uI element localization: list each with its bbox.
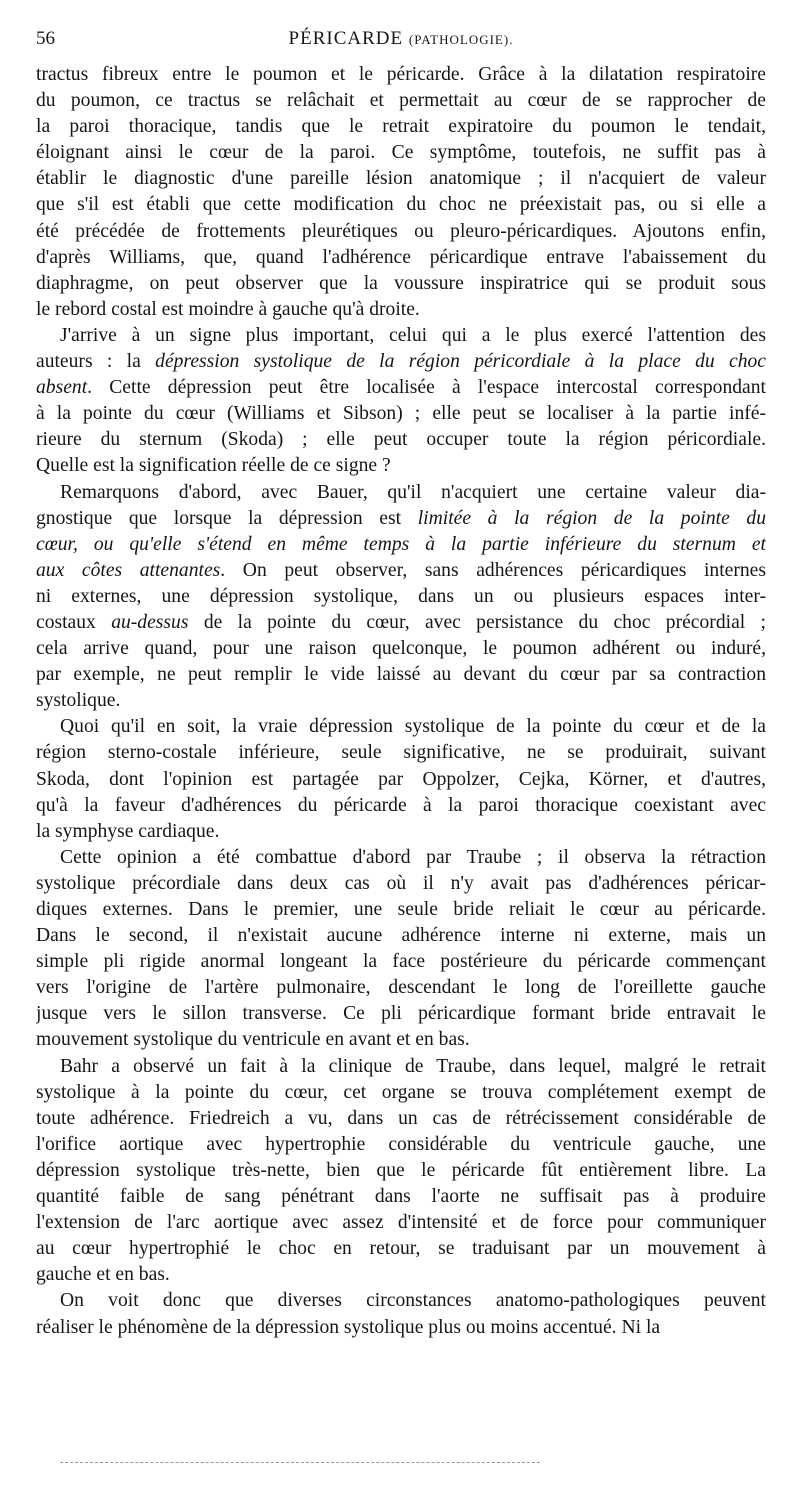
text-line (36, 245, 766, 271)
text-segment: dépression systolique très-nette, bien que le péricarde fût entièrement libre. La (36, 1159, 766, 1181)
paragraph (36, 714, 766, 844)
text-line (36, 532, 766, 558)
body-text (36, 62, 766, 1341)
text-segment: systolique à la pointe du cœur, cet organe se trouva complétement exempt de (36, 1081, 766, 1103)
text-line (36, 949, 766, 975)
text-segment: Quoi qu'il en soit, la vraie dépression systolique de la pointe du cœur et de la (60, 716, 766, 738)
text-line (36, 740, 766, 766)
footer-rule (60, 1462, 540, 1463)
text-segment: Remarquons d'abord, avec Bauer, qu'il n'acquiert une certaine valeur dia- (60, 481, 766, 503)
text-line (36, 401, 766, 427)
text-line (36, 1236, 766, 1262)
text-segment: établir le diagnostic d'une pareille lésion anatomique ; il n'acquiert de valeur (36, 168, 766, 190)
text-line (36, 192, 766, 218)
text-segment: gnostique que lorsque la dépression est (36, 507, 418, 529)
text-line (36, 584, 766, 610)
paragraph (36, 1288, 766, 1340)
paragraph (36, 62, 766, 323)
text-line (36, 427, 766, 453)
paragraph (36, 480, 766, 715)
text-line (36, 1027, 766, 1053)
text-segment: On voit donc que diverses circonstances anatomo-pathologiques peuvent (60, 1290, 766, 1312)
text-segment: diques externes. Dans le premier, une seule bride reliait le cœur au péricarde. (36, 899, 766, 920)
text-segment: . Cette dépression peut être localisée à l'espace intercostal correspondant (87, 377, 766, 399)
text-line (36, 610, 766, 636)
italic-segment: absent (36, 377, 88, 399)
text-line (36, 62, 766, 88)
text-line (36, 1054, 766, 1080)
italic-segment: limitée à la région de la pointe du (417, 507, 766, 529)
text-segment: réaliser le phénomène de la dépression systolique plus ou moins accentué. Ni la (36, 1316, 661, 1338)
text-segment: que s'il est établi que cette modification du choc ne préexistait pas, ou si elle a (36, 194, 766, 216)
running-title-subtitle: (PATHOLOGIE). (408, 32, 514, 47)
text-segment: de la pointe du cœur, avec persistance du choc précordial ; (188, 611, 766, 633)
text-segment: région sterno-costale inférieure, seule significative, ne se produirait, suivant (36, 742, 766, 764)
text-segment: tractus fibreux entre le poumon et le péricarde. Grâce à la dilatation respiratoire (36, 64, 766, 85)
text-line (36, 1210, 766, 1236)
text-segment: la symphyse cardiaque. (36, 820, 220, 842)
text-line (36, 114, 766, 140)
text-segment: vers l'origine de l'artère pulmonaire, descendant le long de l'oreillette gauche (36, 977, 766, 999)
text-segment: cela arrive quand, pour une raison quelconque, le poumon adhérent ou induré, (36, 638, 766, 660)
text-segment: le rebord costal est moindre à gauche qu'à droite. (36, 298, 420, 320)
paragraph (36, 1054, 766, 1289)
text-line (36, 271, 766, 297)
text-segment: l'extension de l'arc aortique avec assez d'intensité et de force pour communiquer (36, 1212, 766, 1234)
italic-segment: dépression systolique de la région péricordiale à la place du choc (155, 351, 766, 373)
italic-segment: cœur, ou qu'elle s'étend en même temps à la partie inférieure du sternum et (36, 533, 766, 555)
text-segment: auteurs : la (36, 351, 156, 373)
text-line (36, 975, 766, 1001)
text-segment: la paroi thoracique, tandis que le retrait expiratoire du poumon le tendait, (36, 116, 766, 138)
running-title-main: PÉRICARDE (288, 28, 404, 49)
text-line (36, 871, 766, 897)
text-segment: J'arrive à un signe plus important, celui qui a le plus exercé l'attention des (60, 324, 766, 346)
running-header (36, 28, 766, 58)
text-line (36, 1158, 766, 1184)
text-segment: gauche et en bas. (36, 1264, 170, 1286)
text-line (36, 714, 766, 740)
text-segment: au cœur hypertrophié le choc en retour, se traduisant par un mouvement à (36, 1238, 766, 1260)
text-segment: toute adhérence. Friedreich a vu, dans un cas de rétrécissement considérable de (36, 1107, 766, 1129)
text-line (36, 923, 766, 949)
text-segment: costaux (36, 611, 112, 633)
text-line (36, 297, 766, 323)
text-line (36, 1262, 766, 1288)
text-line (36, 1315, 766, 1341)
text-line (36, 1001, 766, 1027)
text-line (36, 480, 766, 506)
text-segment: systolique précordiale dans deux cas où il n'y avait pas d'adhérences péricar- (36, 872, 766, 894)
text-line (36, 323, 766, 349)
text-line (36, 140, 766, 166)
text-segment: rieure du sternum (Skoda) ; elle peut occuper toute la région péricordiale. (36, 429, 766, 451)
text-line (36, 662, 766, 688)
text-line (36, 1132, 766, 1158)
text-line (36, 767, 766, 793)
text-line (36, 166, 766, 192)
text-segment: par exemple, ne peut remplir le vide laissé au devant du cœur par sa contraction (36, 664, 766, 686)
text-segment: qu'à la faveur d'adhérences du péricarde à la paroi thoracique coexistant avec (36, 794, 766, 816)
text-line (36, 845, 766, 871)
text-segment: mouvement systolique du ventricule en avant et en bas. (36, 1029, 470, 1051)
text-segment: éloignant ainsi le cœur de la paroi. Ce symptôme, toutefois, ne suffit pas à (36, 142, 766, 164)
text-line (36, 1184, 766, 1210)
text-line (36, 349, 766, 375)
text-segment: systolique. (36, 690, 121, 712)
text-segment: Bahr a observé un fait à la clinique de Traube, dans lequel, malgré le retrait (60, 1055, 766, 1077)
text-segment: ni externes, une dépression systolique, dans un ou plusieurs espaces inter- (36, 585, 766, 607)
text-segment: jusque vers le sillon transverse. Ce pli péricardique formant bride entravait le (36, 1003, 766, 1025)
text-line (36, 453, 766, 479)
text-line (36, 219, 766, 245)
text-segment: à la pointe du cœur (Williams et Sibson) ; elle peut se localiser à la partie infé- (36, 403, 766, 425)
text-segment: d'après Williams, que, quand l'adhérence péricardique entrave l'abaissement du (36, 246, 766, 268)
text-segment: Dans le second, il n'existait aucune adhérence interne ni externe, mais un (36, 925, 766, 947)
text-segment: l'orifice aortique avec hypertrophie considérable du ventricule gauche, une (36, 1133, 766, 1155)
paragraph (36, 845, 766, 1054)
text-line (36, 793, 766, 819)
text-line (36, 636, 766, 662)
running-title (36, 28, 766, 50)
text-segment: . On peut observer, sans adhérences péricardiques internes (220, 559, 766, 581)
text-line (36, 506, 766, 532)
text-segment: Cette opinion a été combattue d'abord par Traube ; il observa la rétraction (60, 846, 766, 868)
text-line (36, 375, 766, 401)
text-line (36, 88, 766, 114)
text-segment: du poumon, ce tractus se relâchait et permettait au cœur de se rapprocher de (36, 90, 766, 112)
text-segment: été précédée de frottements pleurétiques ou pleuro-péricardiques. Ajoutons enfin, (36, 220, 766, 242)
paragraph (36, 323, 766, 480)
text-line (36, 819, 766, 845)
text-segment: Skoda, dont l'opinion est partagée par Oppolzer, Cejka, Körner, et d'autres, (36, 768, 766, 790)
text-line (36, 1106, 766, 1132)
text-line (36, 688, 766, 714)
text-line (36, 1288, 766, 1314)
text-segment: simple pli rigide anormal longeant la face postérieure du péricarde commençant (36, 951, 766, 973)
text-line (36, 558, 766, 584)
text-segment: quantité faible de sang pénétrant dans l'aorte ne suffisait pas à produire (36, 1186, 766, 1208)
page-number: 56 (36, 28, 55, 49)
text-segment: Quelle est la signification réelle de ce signe ? (36, 455, 391, 477)
italic-segment: au-dessus (111, 611, 189, 633)
text-segment: diaphragme, on peut observer que la voussure inspiratrice qui se produit sous (36, 272, 766, 294)
text-line (36, 1080, 766, 1106)
text-line (36, 897, 766, 923)
italic-segment: aux côtes attenantes (36, 559, 221, 581)
